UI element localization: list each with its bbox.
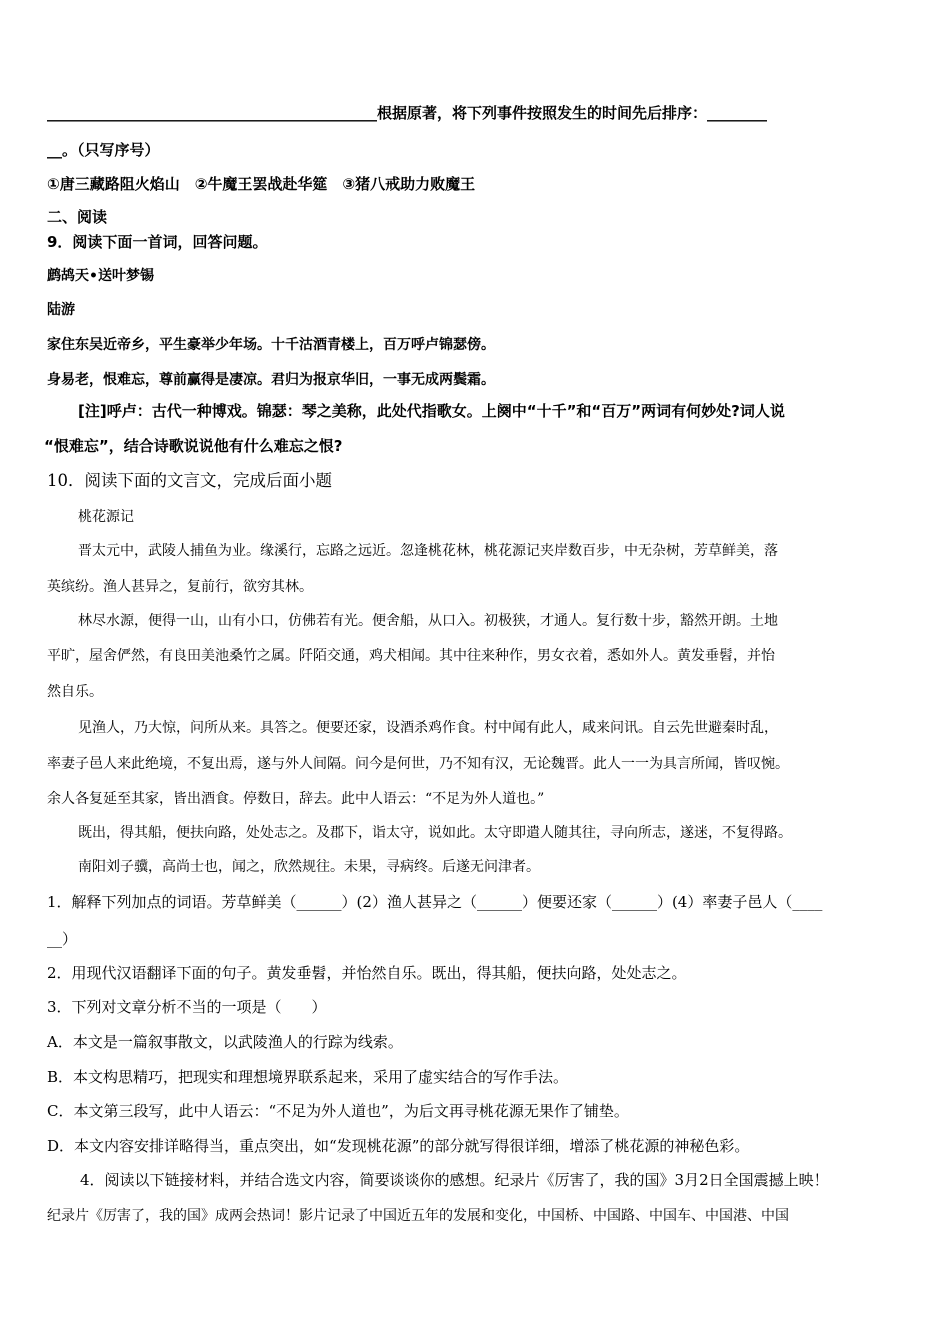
section-heading: 二、阅读 [47, 208, 108, 226]
passage-line: 林尽水源，便得一山，山有小口，仿佛若有光。便舍船，从口入。初极狭，才通人。复行数十步，豁然开朗。土地 [78, 613, 778, 629]
q8-instruction: __。（只写序号） [47, 141, 160, 159]
passage-line: 既出，得其船，便扶向路，处处志之。及郡下，诣太守，说如此。太守即遣人随其往，寻向所志，遂迷，不复得路。 [78, 825, 792, 841]
passage-line: 晋太元中，武陵人捕鱼为业。缘溪行，忘路之远近。忽逢桃花林，桃花源记夹岸数百步，中无杂树，芳草鲜美，落 [78, 543, 778, 559]
poem-verse: 家住东吴近帝乡，平生豪举少年场。十千沽酒青楼上，百万呼卢锦瑟傍。 [47, 337, 495, 353]
option-d: D．本文内容安排详略得当，重点突出，如“发现桃花源”的部分就写得很详细，增添了桃花源的神秘色彩。 [47, 1137, 750, 1155]
passage-line: 英缤纷。渔人甚异之，复前行，欲穷其林。 [47, 579, 313, 595]
poem-author: 陆游 [47, 302, 75, 318]
option-a: A．本文是一篇叙事散文，以武陵渔人的行踪为线索。 [47, 1033, 403, 1051]
passage-line: 南阳刘子骥，高尚士也，闻之，欣然规往。未果，寻病终。后遂无问津者。 [78, 859, 540, 875]
poem-title: 鹧鸪天•送叶梦锡 [47, 268, 154, 284]
passage-line: 率妻子邑人来此绝境，不复出焉，遂与外人间隔。问今是何世，乃不知有汉，无论魏晋。此人一一为具言所闻，皆叹惋。 [47, 756, 789, 772]
poem-verse: 身易老，恨难忘，尊前赢得是凄凉。君归为报京华旧，一事无成两鬓霜。 [47, 372, 495, 388]
passage-line: 余人各复延至其家，皆出酒食。停数日，辞去。此中人语云：“不足为外人道也。” [47, 791, 545, 807]
q10-sub2: 2．用现代汉语翻译下面的句子。黄发垂髫，并怡然自乐。既出，得其船，便扶向路，处处志之。 [47, 964, 687, 982]
q10-sub1: 1．解释下列加点的词语。芳草鲜美（______）(2）渔人甚异之（______）便要还家（______）(4）率妻子邑人（____ [47, 893, 823, 911]
q10-sub4-cont: 纪录片《厉害了，我的国》成两会热词！影片记录了中国近五年的发展和变化，中国桥、中国路、中国车、中国港、中国 [47, 1208, 789, 1224]
q9-note: [注]呼卢：古代一种博戏。锦瑟：琴之美称，此处代指歌女。上阕中“十千”和“百万”两词有何妙处?词人说 [78, 402, 785, 420]
q8-events: ①唐三藏路阻火焰山 ②牛魔王罢战赴华筵 ③猪八戒助力败魔王 [47, 175, 476, 193]
q9-intro: 9．阅读下面一首词，回答问题。 [47, 233, 268, 251]
q10-sub4: 4．阅读以下链接材料，并结合选文内容，简要谈谈你的感想。纪录片《厉害了，我的国》3月2日全国震撼上映！ [80, 1171, 829, 1189]
passage-line: 见渔人，乃大惊，问所从来。具答之。便要还家，设酒杀鸡作食。村中闻有此人，咸来问讯。自云先世避秦时乱， [78, 720, 778, 736]
q10-sub1-cont: __） [47, 930, 78, 948]
q10-sub3: 3．下列对文章分析不当的一项是（ ） [47, 998, 327, 1016]
q8-answer-line: ____________________________________________根据原著，将下列事件按照发生的时间先后排序：________ [47, 104, 768, 122]
passage-line: 然自乐。 [47, 684, 103, 700]
option-c: C．本文第三段写，此中人语云：“不足为外人道也”，为后文再寻桃花源无果作了铺垫。 [47, 1102, 629, 1120]
q9-question: “恨难忘”，结合诗歌说说他有什么难忘之恨? [44, 437, 343, 455]
passage-line: 平旷，屋舍俨然，有良田美池桑竹之属。阡陌交通，鸡犬相闻。其中往来种作，男女衣着，悉如外人。黄发垂髫，并怡 [47, 648, 775, 664]
option-b: B．本文构思精巧，把现实和理想境界联系起来，采用了虚实结合的写作手法。 [47, 1068, 569, 1086]
q10-intro: 10．阅读下面的文言文，完成后面小题 [47, 471, 332, 490]
passage-title: 桃花源记 [78, 509, 134, 525]
